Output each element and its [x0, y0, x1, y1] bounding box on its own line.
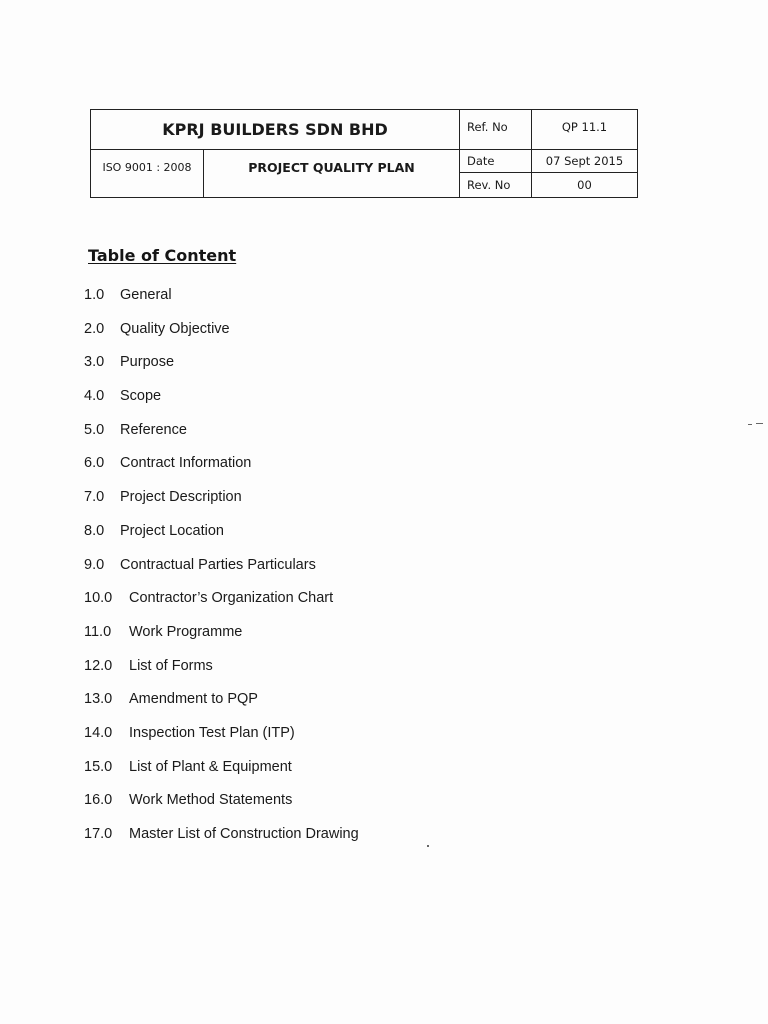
- toc-item: [84, 722, 359, 756]
- toc-item-number: 10.0: [84, 590, 113, 607]
- toc-item-number: 6.0: [84, 455, 105, 472]
- toc-item: [84, 452, 359, 486]
- document-header-table: [90, 109, 638, 198]
- toc-item-number: 8.0: [84, 522, 105, 539]
- toc-heading: Table of Content: [88, 246, 237, 265]
- rev-no-label: Rev. No: [460, 173, 532, 197]
- toc-item-label: Quality Objective: [120, 320, 230, 337]
- toc-item-label: Purpose: [120, 354, 175, 371]
- company-name: KPRJ BUILDERS SDN BHD: [91, 110, 460, 150]
- toc-item-label: Work Method Statements: [129, 792, 293, 809]
- toc-item-label: Contract Information: [120, 455, 252, 472]
- toc-item-number: 15.0: [84, 758, 113, 775]
- toc-item-number: 14.0: [84, 724, 113, 741]
- date-label: Date: [460, 150, 532, 173]
- toc-item-label: Scope: [120, 388, 162, 405]
- toc-item: [84, 520, 359, 554]
- toc-item: [84, 655, 359, 689]
- toc-item: [84, 587, 359, 621]
- toc-item-label: Project Description: [120, 489, 242, 506]
- scan-speck: [756, 423, 763, 424]
- toc-item-label: Work Programme: [129, 623, 243, 640]
- toc-item: [84, 318, 359, 352]
- toc-item-number: 3.0: [84, 354, 105, 371]
- scan-speck: [748, 424, 752, 425]
- toc-item-label: Contractor’s Organization Chart: [129, 590, 334, 607]
- toc-item-number: 16.0: [84, 792, 113, 809]
- toc-item-label: Reference: [120, 421, 187, 438]
- toc-item: [84, 554, 359, 588]
- toc-item: [84, 823, 359, 857]
- toc-item-number: 5.0: [84, 421, 105, 438]
- toc-item-label: Master List of Construction Drawing: [129, 826, 359, 842]
- toc-item: [84, 621, 359, 655]
- iso-standard: ISO 9001 : 2008: [91, 150, 204, 197]
- toc-item: [84, 688, 359, 722]
- toc-item-number: 9.0: [84, 556, 105, 573]
- ref-no-label: Ref. No: [460, 110, 532, 150]
- toc-item: [84, 419, 359, 453]
- toc-item-number: 12.0: [84, 657, 113, 674]
- toc-item-label: List of Forms: [129, 657, 213, 674]
- toc-item: [84, 486, 359, 520]
- toc-item: [84, 385, 359, 419]
- toc-item-label: Contractual Parties Particulars: [120, 556, 316, 573]
- toc-item: [84, 756, 359, 790]
- toc-item-number: 7.0: [84, 489, 105, 506]
- toc-item-number: 11.0: [84, 623, 112, 640]
- toc-item-label: Project Location: [120, 522, 224, 539]
- toc-item-label: List of Plant & Equipment: [129, 758, 292, 775]
- date-value: 07 Sept 2015: [532, 150, 637, 173]
- scan-speck: [427, 845, 429, 847]
- toc-item-label: Amendment to PQP: [129, 691, 258, 708]
- toc-item-number: 17.0: [84, 826, 113, 842]
- toc-item: [84, 284, 359, 318]
- toc-item-number: 1.0: [84, 287, 105, 303]
- toc-item-label: Inspection Test Plan (ITP): [129, 724, 295, 741]
- rev-no-value: 00: [577, 178, 592, 192]
- toc-item-number: 13.0: [84, 691, 113, 708]
- toc-item-number: 2.0: [84, 320, 105, 337]
- document-title: PROJECT QUALITY PLAN: [204, 150, 460, 197]
- toc-item-number: 4.0: [84, 388, 105, 405]
- toc-item: [84, 789, 359, 823]
- toc-item: [84, 351, 359, 385]
- toc-list: [84, 284, 359, 857]
- toc-item-label: General: [120, 287, 172, 303]
- ref-no-value: QP 11.1: [532, 110, 637, 150]
